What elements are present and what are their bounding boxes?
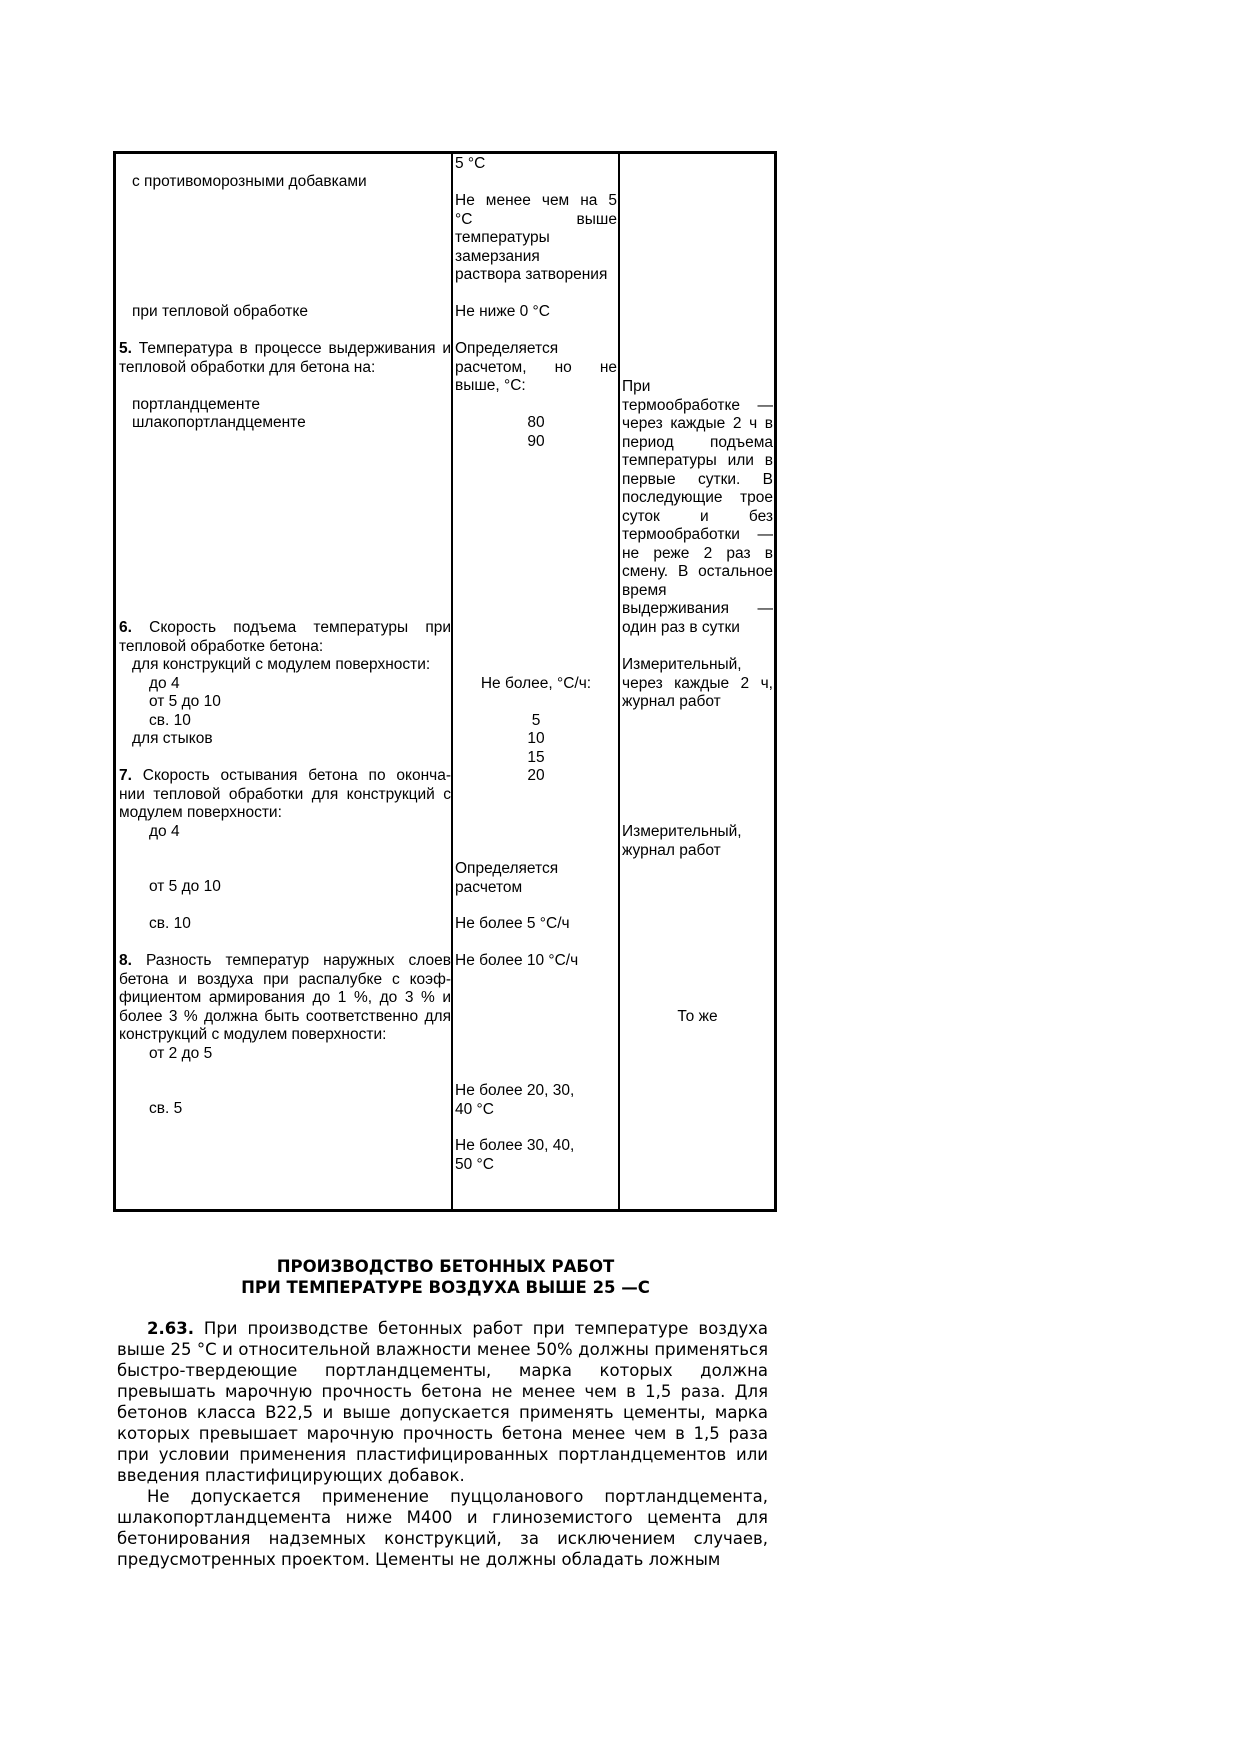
val-not-less-freezing [455,192,617,285]
val-not-more-10: Не более 10 °С/ч [455,952,579,969]
row-5-to-10: от 5 до 10 [149,693,221,710]
val-nm-30-line-1: Не более 30, 40, [455,1137,575,1154]
val-calc2-line-1: Определяется [455,860,559,877]
val-nm-20-line-2: 40 °С [455,1100,494,1118]
heading-line-2: ПРИ ТЕМПЕРАТУРЕ ВОЗДУХА ВЫШЕ 25 —С [241,1278,650,1297]
val-calculated-2 [455,860,617,897]
val-80: 80 [527,414,545,431]
paragraph-number: 2.63. [147,1319,194,1338]
row-constructions-surface: для конструкций с модулем поверхности: [132,656,431,673]
item-8-number: 8. [119,952,132,969]
row-joints: для стыков [132,730,213,747]
val-not-less-line-3: температуры [455,229,550,246]
item-8-line-5: конструкций с модулем поверхности: [119,1026,387,1043]
row-diff-2-to-5: от 2 до 5 [149,1045,213,1062]
val-not-more-20-30-40 [455,1082,617,1119]
val-not-more-5: Не более 5 °С/ч [455,915,570,932]
heading-line-1: ПРОИЗВОДСТВО БЕТОННЫХ РАБОТ [276,1257,615,1276]
val-calculated [455,340,617,396]
item-8-line-1: Разность температур наружных слоев [145,952,451,969]
control-measure-2 [622,823,773,860]
control-line: При [622,378,651,395]
control-line: выдерживания — [622,600,773,617]
table-column-values [455,154,617,1209]
val-calc2-line-2: расчетом [455,878,523,896]
control-same: То же [677,1008,718,1025]
val-not-more-30-40-50 [455,1137,617,1174]
item-5 [119,340,451,377]
item-7-number: 7. [119,767,132,784]
item-6-text: Скорость подъема температуры при тепловой обработке бетона: [119,619,452,655]
measure-1-line-1: Измерительный, [622,656,742,673]
paragraph-2-63-text: При производстве бетонных работ при температуре воздуха выше 25 °С и относительной влажности менее 50% должны применяться быстро-твердеющие портландцементы, марка которых должна превышать марочную прочность бетона не менее чем в 1,5 раза. Для бетонов класса В22,5 и выше допускается применять цементы, марка которых превышает марочную прочность бетона менее чем в 1,5 раза при условии применения пластифицированных портландцементов или введения пластифицирующих добавок. [117,1319,768,1485]
column-divider-2 [618,154,620,1209]
paragraph-2-63 [117,1318,768,1486]
measure-2-line-1: Измерительный, [622,823,742,840]
val-90: 90 [527,433,545,450]
measure-2-line-2: журнал работ [622,841,721,859]
item-8-line-3: фициентом армирования до 1 %, до 3 % и [119,989,451,1006]
val-five-c: 5 °C [455,155,486,172]
val-calc-line-3: выше, °C: [455,377,526,394]
control-line: через каждые 2 ч в [622,415,773,432]
val-not-less-line-5: раствора затворения [455,266,608,283]
val-not-more-rate: Не более, °С/ч: [480,675,592,692]
row-upto-4: до 4 [149,675,180,692]
row-antifreeze: с противоморозными добавками [132,173,367,190]
item-7-line-1: Скорость остывания бетона по оконча- [142,767,451,784]
val-10: 10 [527,730,545,747]
control-line: период подъема [622,433,773,451]
item-5-number: 5. [119,340,132,357]
item-7-line-2: нии тепловой обработки для конструкций с [119,785,451,803]
val-calc-line-1: Определяется [455,340,559,357]
item-8 [119,952,451,1045]
row-portland: портландцементе [132,396,261,413]
item-8-line-2: бетона и воздуха при распалубке с коэф- [119,970,451,988]
control-line: термообработке — [622,396,773,414]
control-table [113,151,777,1212]
control-line: один раз в сутки [622,618,740,636]
control-line: смену. В остальное [622,563,773,580]
val-calc-line-2: расчетом, но не [455,358,617,376]
row-cooling-5-to-10: от 5 до 10 [149,878,221,895]
item-7-line-3: модулем поверхности: [119,804,282,821]
item-7 [119,767,451,823]
val-5: 5 [531,712,541,729]
item-8-line-4: более 3 % должна быть соответственно для [119,1007,451,1025]
item-6-number: 6. [119,619,132,636]
section-heading [117,1256,774,1298]
table-column-control [622,154,773,1209]
control-line: суток и без [622,507,773,525]
val-not-less-line-4: замерзания [455,247,540,265]
val-not-below-zero: Не ниже 0 °C [455,303,550,320]
control-line: температуры или в [622,452,773,469]
control-line: термообработки — [622,526,773,543]
row-cooling-upto-4: до 4 [149,823,180,840]
val-20: 20 [527,767,545,784]
control-line: время [622,581,667,599]
item-5-text: Температура в процессе выдерживания и тепловой обработки для бетона на: [119,340,452,376]
control-temperature [622,378,773,637]
control-measure-1 [622,656,773,712]
row-cooling-over-10: св. 10 [149,915,191,932]
table-column-parameters [119,154,451,1209]
row-heat-treatment: при тепловой обработке [132,303,308,320]
measure-1-line-2: через каждые 2 ч, [622,674,773,692]
control-line: не реже 2 раз в [622,544,773,562]
measure-1-line-3: журнал работ [622,693,721,710]
control-line: последующие трое [622,489,773,506]
val-nm-30-line-2: 50 °С [455,1155,494,1173]
row-over-10: св. 10 [149,712,191,729]
val-15: 15 [527,749,545,766]
column-divider-1 [451,154,453,1209]
item-6 [119,619,451,656]
val-not-less-line-2: °C выше [455,210,617,228]
control-line: первые сутки. В [622,470,773,488]
row-diff-over-5: св. 5 [149,1100,183,1117]
paragraph-cements: Не допускается применение пуццоланового портландцемента, шлакопортландцемента ниже М400 и глиноземистого цемента для бетонирования надземных конструкций, за исключением случаев, предусмотренных проектом. Цементы не должны обладать ложным [117,1487,768,1569]
row-slag: шлакопортландцементе [132,414,306,431]
val-nm-20-line-1: Не более 20, 30, [455,1082,575,1099]
val-not-less-line-1: Не менее чем на 5 [455,192,617,209]
